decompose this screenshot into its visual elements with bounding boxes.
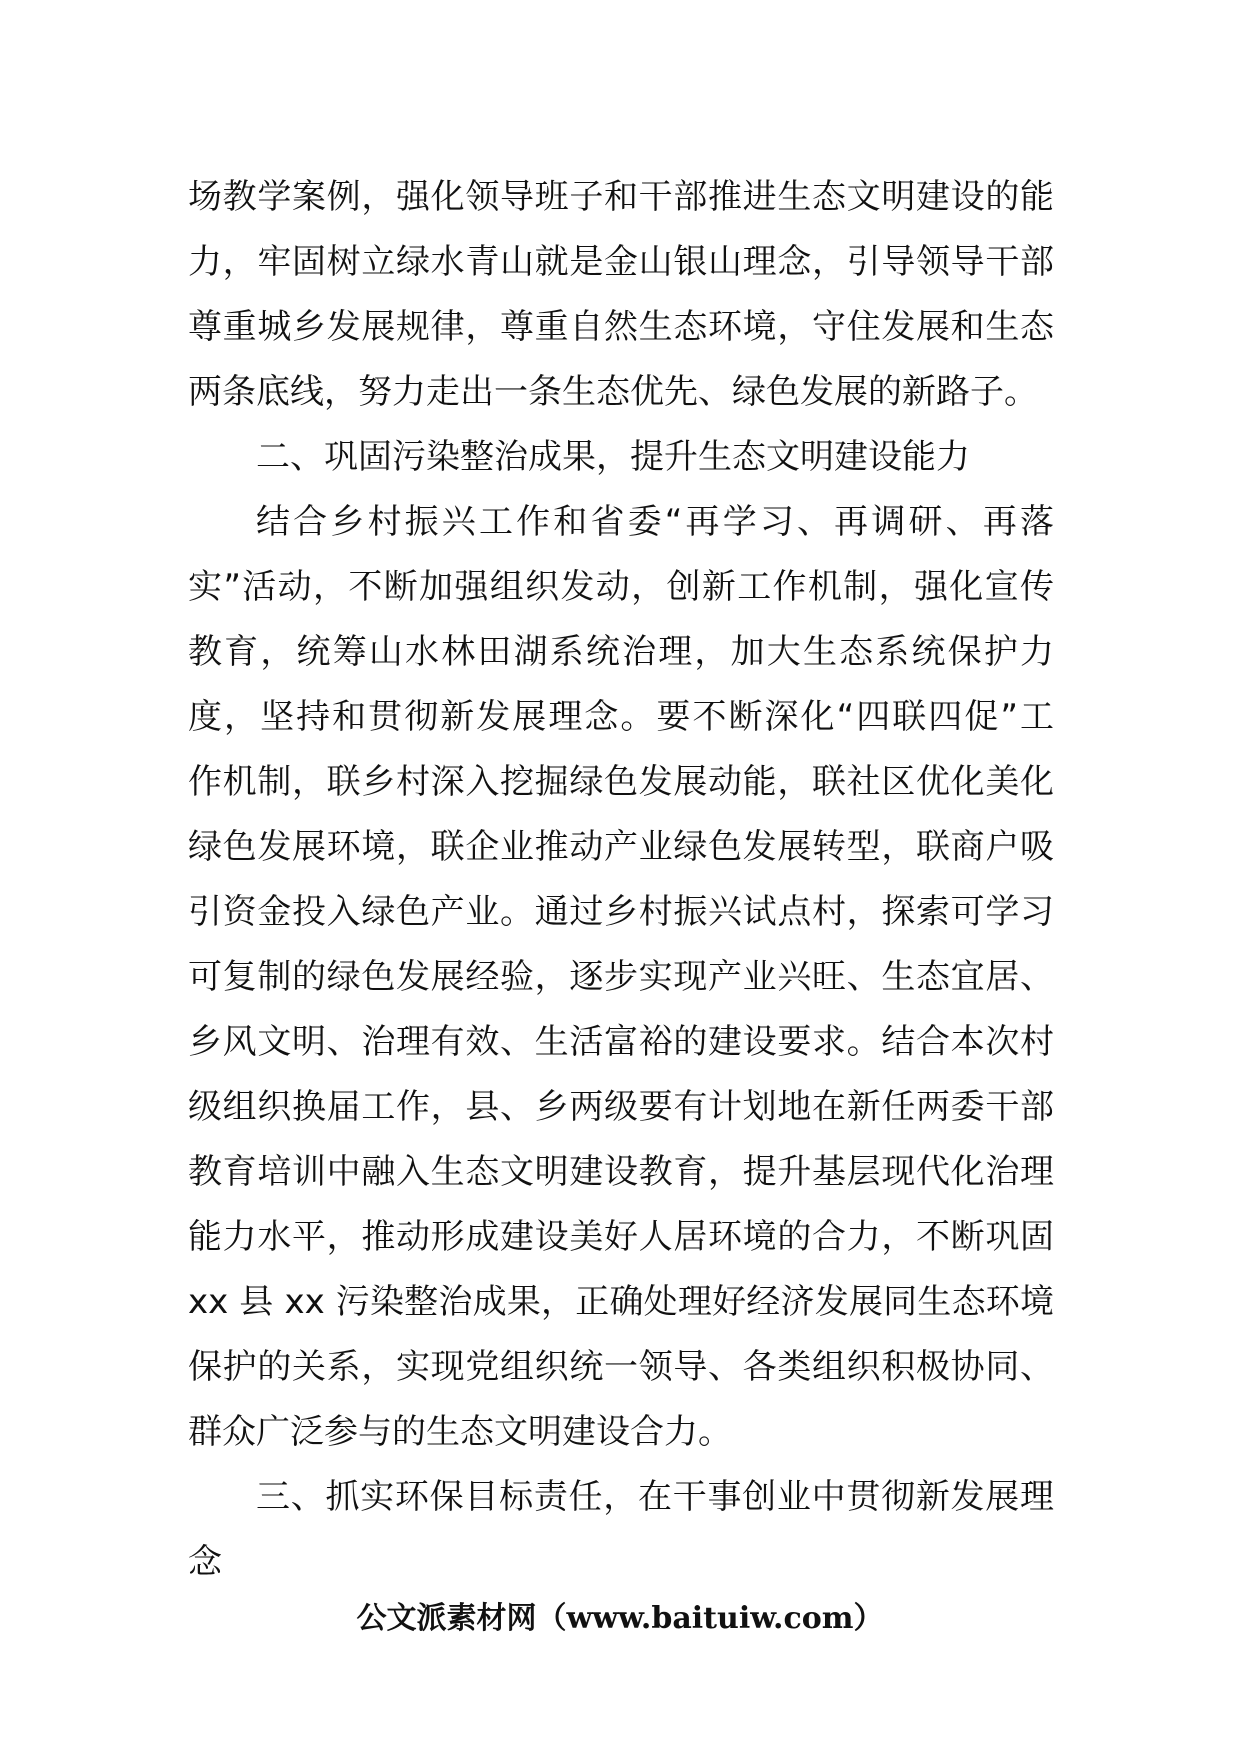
paragraph-line: 保护的关系，实现党组织统一领导、各类组织积极协同、 <box>188 1347 1054 1387</box>
paragraph-line: 结合乡村振兴工作和省委“再学习、再调研、再落 <box>256 502 1054 542</box>
section-heading-continuation: 念 <box>188 1542 222 1582</box>
paragraph-line: 度，坚持和贯彻新发展理念。要不断深化“四联四促”工 <box>188 697 1054 737</box>
section-heading: 二、巩固污染整治成果，提升生态文明建设能力 <box>256 437 970 477</box>
paragraph-line: xx 县 xx 污染整治成果，正确处理好经济发展同生态环境 <box>188 1282 1054 1322</box>
footer-watermark: 公文派素材网（www.baituiw.com） <box>356 1601 884 1636</box>
paragraph-line: 实”活动，不断加强组织发动，创新工作机制，强化宣传 <box>188 567 1054 607</box>
paragraph-line: 能力水平，推动形成建设美好人居环境的合力，不断巩固 <box>188 1217 1054 1257</box>
paragraph-line: 引资金投入绿色产业。通过乡村振兴试点村，探索可学习 <box>188 892 1054 932</box>
paragraph-line: 教育培训中融入生态文明建设教育，提升基层现代化治理 <box>188 1152 1054 1192</box>
document-body <box>188 165 1054 1595</box>
paragraph-line: 群众广泛参与的生态文明建设合力。 <box>188 1412 732 1452</box>
paragraph-line: 两条底线，努力走出一条生态优先、绿色发展的新路子。 <box>188 372 1038 412</box>
paragraph-line: 力，牢固树立绿水青山就是金山银山理念，引导领导干部 <box>188 242 1054 282</box>
paragraph-line: 级组织换届工作，县、乡两级要有计划地在新任两委干部 <box>188 1087 1054 1127</box>
paragraph-line: 乡风文明、治理有效、生活富裕的建设要求。结合本次村 <box>188 1022 1054 1062</box>
paragraph-line: 场教学案例，强化领导班子和干部推进生态文明建设的能 <box>188 177 1054 217</box>
paragraph-line: 绿色发展环境，联企业推动产业绿色发展转型，联商户吸 <box>188 827 1054 867</box>
paragraph-line: 尊重城乡发展规律，尊重自然生态环境，守住发展和生态 <box>188 307 1054 347</box>
paragraph-line: 可复制的绿色发展经验，逐步实现产业兴旺、生态宜居、 <box>188 957 1054 997</box>
paragraph-line: 教育，统筹山水林田湖系统治理，加大生态系统保护力 <box>188 632 1054 672</box>
paragraph-line: 作机制，联乡村深入挖掘绿色发展动能，联社区优化美化 <box>188 762 1054 802</box>
section-heading: 三、抓实环保目标责任，在干事创业中贯彻新发展理 <box>256 1477 1054 1517</box>
